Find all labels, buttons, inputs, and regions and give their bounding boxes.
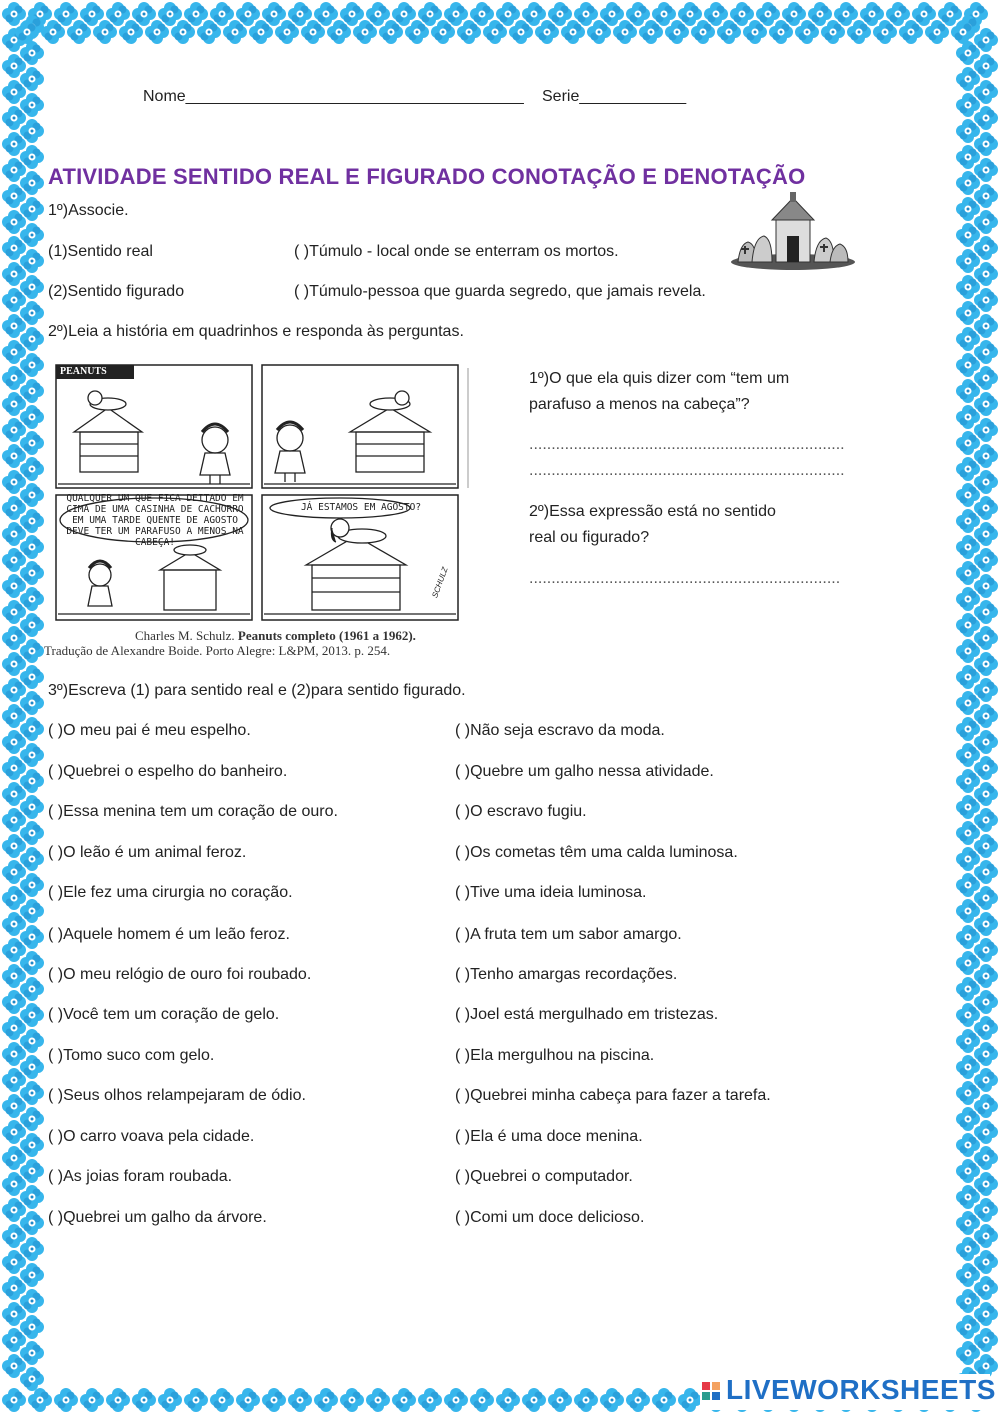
q2-question1-line2: parafuso a menos na cabeça”? [529,396,750,413]
q3-left-item[interactable]: ( )O leão é um animal feroz. [48,844,247,861]
q2-question2-line2: real ou figurado? [529,529,650,546]
comic-caption-author: Charles M. Schulz. Peanuts completo (1961 a 1962). [135,628,416,643]
q1-item-tumulo-figurado[interactable]: ( )Túmulo-pessoa que guarda segredo, que jamais revela. [294,283,706,300]
name-field[interactable]: Nome______________________________________ [143,88,524,105]
q3-left-item[interactable]: ( )O meu relógio de ouro foi roubado. [48,966,312,983]
comic-balloon-lucy: QUALQUER UM QUE FICA DEITADO EM CIMA DE UMA CASINHA DE CACHORRO EM UMA TARDE QUENTE DE AGOSTO DEVE TER UM PARAFUSO A MENOS NA CABEÇA! [66,493,244,548]
footer-brand-area [700,1374,996,1410]
q3-right-item[interactable]: ( )Joel está mergulhado em tristezas. [455,1006,719,1023]
q3-right-item[interactable]: ( )Ela mergulhou na piscina. [455,1047,655,1064]
comic-strip [50,360,480,630]
q3-right-item[interactable]: ( )Comi um doce delicioso. [455,1209,645,1226]
q3-left-item[interactable]: ( )Essa menina tem um coração de ouro. [48,803,338,820]
footer-brand: LIVEWORKSHEETS [726,1374,996,1405]
q3-right-item[interactable]: ( )O escravo fugiu. [455,803,587,820]
q3-right-item[interactable]: ( )Quebrei o computador. [455,1168,633,1185]
q3-left-item[interactable]: ( )Aquele homem é um leão feroz. [48,926,290,943]
liveworksheets-logo-icon [700,1378,728,1406]
q3-right-item[interactable]: ( )Tenho amargas recordações. [455,966,678,983]
q2-answer-field-2[interactable]: ...................................................................... [529,570,841,587]
q3-heading: 3º)Escreva (1) para sentido real e (2)para sentido figurado. [48,682,466,699]
q3-left-item[interactable]: ( )Seus olhos relampejaram de ódio. [48,1087,306,1104]
q3-right-item[interactable]: ( )Quebrei minha cabeça para fazer a tarefa. [455,1087,771,1104]
q3-right-item[interactable]: ( )Os cometas têm uma calda luminosa. [455,844,738,861]
q3-left-item[interactable]: ( )Quebrei o espelho do banheiro. [48,763,288,780]
q1-item-tumulo-real[interactable]: ( )Túmulo - local onde se enterram os mortos. [294,243,619,260]
q3-left-item[interactable]: ( )Quebrei um galho da árvore. [48,1209,267,1226]
comic-brand: PEANUTS [60,366,107,377]
q3-left-item[interactable]: ( )Você tem um coração de gelo. [48,1006,280,1023]
q1-option-real: (1)Sentido real [48,243,153,260]
q3-left-item[interactable]: ( )Ele fez uma cirurgia no coração. [48,884,293,901]
q2-answer-field-1b[interactable]: ....................................................................... [529,462,845,479]
q3-right-item[interactable]: ( )Ela é uma doce menina. [455,1128,643,1145]
q3-right-item[interactable]: ( )Não seja escravo da moda. [455,722,665,739]
q3-right-item[interactable]: ( )Tive uma ideia luminosa. [455,884,647,901]
q3-left-item[interactable]: ( )O meu pai é meu espelho. [48,722,251,739]
q1-heading: 1º)Associe. [48,202,129,219]
page-title: ATIVIDADE SENTIDO REAL E FIGURADO CONOTAÇÃO E DENOTAÇÃO [48,164,806,189]
q2-question1-line1: 1º)O que ela quis dizer com “tem um [529,370,790,387]
comic-caption-translation: Tradução de Alexandre Boide. Porto Alegre: L&PM, 2013. p. 254. [44,643,391,658]
q2-heading: 2º)Leia a história em quadrinhos e responda às perguntas. [48,323,464,340]
q2-answer-field-1a[interactable]: ....................................................................... [529,436,845,453]
q1-option-figurado: (2)Sentido figurado [48,283,185,300]
q3-right-item[interactable]: ( )Quebre um galho nessa atividade. [455,763,714,780]
comic-signature: SCHULZ [430,565,450,600]
q3-right-item[interactable]: ( )A fruta tem um sabor amargo. [455,926,682,943]
q3-left-item[interactable]: ( )O carro voava pela cidade. [48,1128,255,1145]
serie-field[interactable]: Serie____________ [542,88,687,105]
cemetery-illustration [728,192,858,272]
q3-left-item[interactable]: ( )Tomo suco com gelo. [48,1047,215,1064]
q2-question2-line1: 2º)Essa expressão está no sentido [529,503,776,520]
q3-left-item[interactable]: ( )As joias foram roubada. [48,1168,233,1185]
comic-balloon-snoopy: JÁ ESTAMOS EM AGOSTO? [300,502,422,513]
